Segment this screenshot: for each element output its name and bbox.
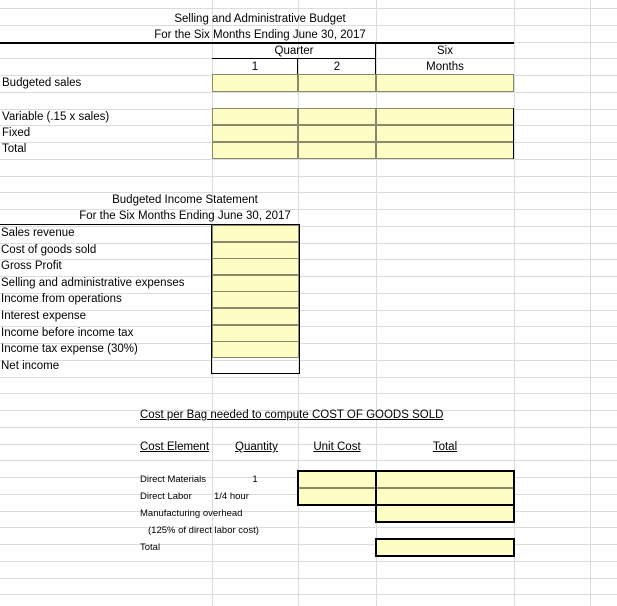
quantity-header: Quantity <box>235 441 278 453</box>
grid-row-line <box>0 176 617 177</box>
six-header: Six <box>437 45 453 57</box>
income-title: Budgeted Income Statement <box>112 194 258 206</box>
q-divider <box>297 58 298 74</box>
budgeted-sales-q2-cell[interactable] <box>298 74 376 92</box>
income-row-label: Income before income tax <box>1 327 134 339</box>
income-row-label: Interest expense <box>1 310 87 322</box>
variable-q2-cell[interactable] <box>298 108 376 125</box>
six-divider <box>375 42 376 74</box>
budgeted-sales-label: Budgeted sales <box>2 77 82 89</box>
variable-label: Variable (.15 x sales) <box>2 111 110 123</box>
unit-cost-header: Unit Cost <box>313 441 361 453</box>
fixed-six-cell[interactable] <box>376 125 514 142</box>
moh-border <box>375 504 515 523</box>
fixed-q1-cell[interactable] <box>212 125 298 142</box>
cogs-upper-border <box>297 470 515 506</box>
grid-row-line <box>0 460 617 461</box>
grid-row-line <box>0 561 617 562</box>
budgeted-sales-q1-cell[interactable] <box>212 74 298 92</box>
cogs-total-label: Total <box>140 542 161 553</box>
income-value-cell[interactable] <box>212 341 299 358</box>
total-six-cell[interactable] <box>376 142 514 159</box>
income-row-label: Income tax expense (30%) <box>1 343 138 355</box>
income-row-label: Net income <box>1 360 60 372</box>
grid-row-line <box>0 393 617 394</box>
variable-six-cell[interactable] <box>376 108 514 125</box>
income-value-cell[interactable] <box>212 291 299 308</box>
fixed-q2-cell[interactable] <box>298 125 376 142</box>
income-row-label: Cost of goods sold <box>1 244 97 256</box>
dm-label: Direct Materials <box>140 474 206 485</box>
grid-row-line <box>0 377 617 378</box>
income-value-cell[interactable] <box>212 325 299 342</box>
income-row-label: Gross Profit <box>1 260 62 272</box>
dm-qty: 1 <box>252 474 258 485</box>
q2-header: 2 <box>333 61 341 73</box>
dl-qty: 1/4 hour <box>214 491 249 502</box>
income-row-label: Income from operations <box>1 293 122 305</box>
total-label: Total <box>2 143 27 155</box>
income-value-cell[interactable] <box>212 242 299 259</box>
months-header: Months <box>426 61 464 73</box>
cogs-mid-border <box>375 470 377 506</box>
income-value-cell[interactable] <box>212 225 299 242</box>
q1-header: 1 <box>251 61 259 73</box>
moh-note: (125% of direct labor cost) <box>148 525 259 536</box>
total-header: Total <box>432 441 458 453</box>
fixed-label: Fixed <box>2 127 31 139</box>
grid-row-line <box>0 544 617 545</box>
dl-label: Direct Labor <box>140 491 192 502</box>
cogs-total-border <box>375 538 515 557</box>
total-q1-cell[interactable] <box>212 142 298 159</box>
income-subtitle: For the Six Months Ending June 30, 2017 <box>79 210 291 222</box>
quarter-rule <box>212 58 376 59</box>
budgeted-sales-six-cell[interactable] <box>376 74 514 92</box>
sga-subtitle: For the Six Months Ending June 30, 2017 <box>154 29 366 41</box>
income-value-cell[interactable] <box>212 275 299 292</box>
income-value-cell[interactable] <box>212 308 299 325</box>
grid-row-line <box>0 527 617 528</box>
quarter-header: Quarter <box>274 45 314 57</box>
income-row-label: Sales revenue <box>1 227 75 239</box>
total-q2-cell[interactable] <box>298 142 376 159</box>
variable-q1-cell[interactable] <box>212 108 298 125</box>
income-value-cell[interactable] <box>212 258 299 275</box>
grid-row-line <box>0 594 617 595</box>
moh-label: Manufacturing overhead <box>140 508 243 519</box>
sga-title: Selling and Administrative Budget <box>174 13 346 25</box>
grid-col-line <box>590 0 591 606</box>
grid-row-line <box>0 8 617 9</box>
income-row-label: Selling and administrative expenses <box>1 277 185 289</box>
cogs-title: Cost per Bag needed to compute COST OF GOODS SOLD <box>140 409 444 421</box>
grid-row-line <box>0 159 617 160</box>
grid-row-line <box>0 511 617 512</box>
grid-row-line <box>0 92 617 93</box>
grid-row-line <box>0 427 617 428</box>
sga-right-rule <box>513 108 514 159</box>
grid-row-line <box>0 578 617 579</box>
cost-element-header: Cost Element <box>140 441 210 453</box>
